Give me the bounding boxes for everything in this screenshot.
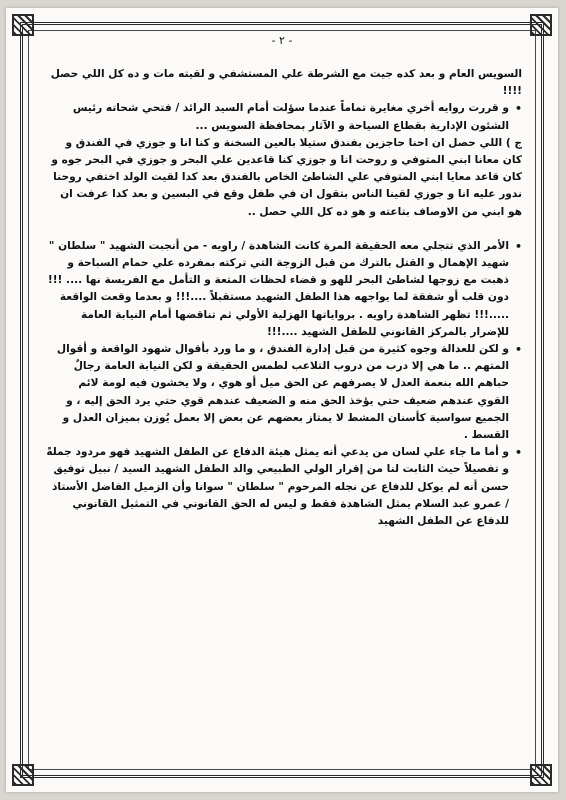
corner-ornament-icon bbox=[12, 764, 34, 786]
corner-ornament-icon bbox=[12, 14, 34, 36]
corner-ornament-icon bbox=[530, 764, 552, 786]
paragraph: ج ) اللي حصل ان احنا حاجزين بفندق ستيلا بالعين السخنة و كنا انا و جوزي في الفندق و كان معانا ابني المتوفي و روحت انا و جوزي كنا قاعدين علي البحر و جوزي في البحر جوه و كان قاعد معايا ابني المتوفي علي الشاطئ الخاص بالفندق بعد كدا لقيت الولد اختفي روحنا ندور عليه انا و جوزي لقينا الناس بتقول ان في طفل وقع في البسين و بعد كدا عرفت ان هو ابني من الاوصاف بتاعته و هو ده كل اللي حصل .. bbox=[51, 136, 522, 218]
paragraph-text: و قررت روايه أخري مغايرة تماماً عندما سؤلت أمام السيد الرائد / فتحي شحاته رئيس الشئون الإدارية بقطاع السياحة و الآثار بمحافظة السويس ... bbox=[72, 102, 509, 132]
bullet-icon: • bbox=[514, 102, 522, 116]
document-body bbox=[46, 66, 522, 752]
paragraph-text: و لكن للعدالة وجوه كثيرة من قبل إدارة الفندق ، و ما ورد بأقوال شهود الواقعة و أقوال المتهم .. ما هي إلا درب من دروب التلاعب لطمس الحقيقة و لكن النيابة العامة رجالٌ حباهم الله بنعمة العدل لا يصرفهم عن الحق ميل أو هوي ، ولا يخشون فيه لومة لائم القوي عندهم ضعيف حتي يؤخذ الحق منه و الضعيف عندهم قوي حتي يرد الحق إليه ، و الجميع سواسية كأسنان المشط لا يمتاز بعضهم عن بعض إلا بعمل يُوزن بميزان العدل و القسط . bbox=[56, 343, 509, 442]
paragraph bbox=[46, 341, 522, 444]
bullet-icon: • bbox=[514, 446, 522, 460]
document-page bbox=[6, 8, 558, 792]
bullet-icon: • bbox=[514, 239, 522, 253]
paragraph bbox=[46, 100, 522, 134]
paragraph bbox=[46, 444, 522, 530]
page-number: - ٢ - bbox=[271, 34, 293, 47]
paragraph-gap bbox=[46, 221, 522, 238]
paragraph bbox=[46, 238, 522, 341]
paragraph-text: و أما ما جاء علي لسان من يدعي أنه يمثل هيئة الدفاع عن الطفل الشهيد فهو مردود جملةً و تفصيلاً حيث الثابت لنا من إقرار الولي الطبيعي والد الطفل الشهيد السيد / نبيل توفيق حسن أنه لم يوكل للدفاع عن نجله المرحوم " سلطان " سوانا وأن الزميل الفاضل الأستاذ / عمرو عبد السلام يمثل الشاهدة فقط و ليس له الحق القانوني في التمثيل القانوني للدفاع عن الطفل الشهيد bbox=[46, 446, 509, 528]
corner-ornament-icon bbox=[530, 14, 552, 36]
paragraph: السويس العام و بعد كده جيت مع الشرطة علي المستشفي و لقيته مات و ده كل اللي حصل !!!! bbox=[50, 68, 522, 98]
bullet-icon: • bbox=[514, 343, 522, 357]
paragraph-text: الأمر الذي تتجلي معه الحقيقة المرة كانت الشاهدة / راويه - من أنجبت الشهيد " سلطان " شهيد الإهمال و القتل بالترك من قبل الزوجة التي تركته بمفرده علي حمام السباحة و ذهبت مع زوجها لشاطئ البحر للهو و قضاء لحظات المتعة و التأمل مع الفريسة نها .... !!! دون قلب أو شفقة لما يواجهه هذا الطفل الشهيد مستقبلاً ....!!! و بعدما وقعت الواقعة .....!!! تظهر الشاهدة راويه . برواياتها الهزلية الأولي ثم تناقضها أمام النيابة العامة للإضرار بالمركز القانوني للطفل الشهيد ....!!! bbox=[47, 239, 509, 338]
